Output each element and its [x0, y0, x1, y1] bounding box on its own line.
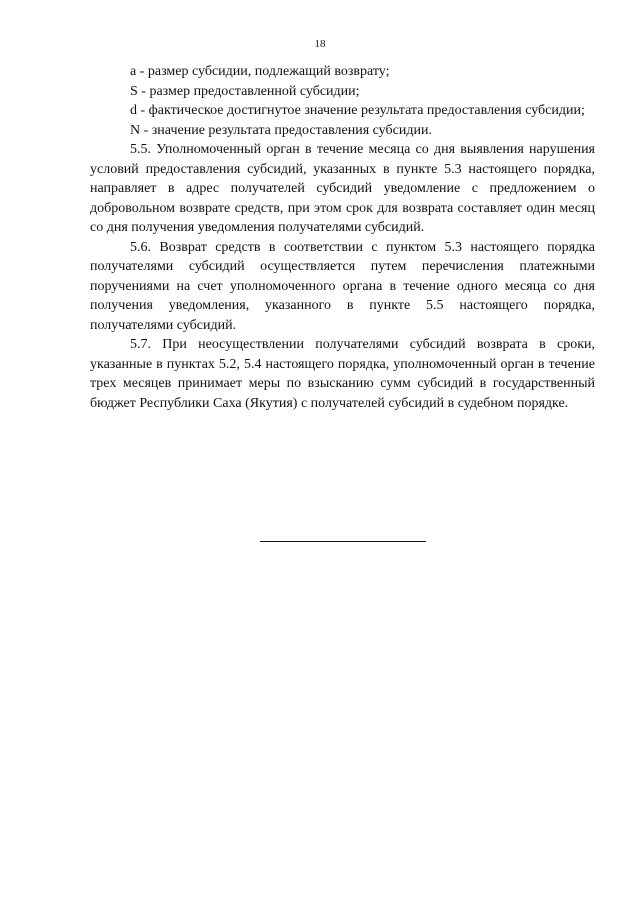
- clause-5-6: 5.6. Возврат средств в соответствии с пунктом 5.3 настоящего порядка получателями субсидий осуществляется путем перечисления платежными поручениями на счет уполномоченного органа в течение одного месяца со дня получения уведомления, указанного в пункте 5.5 настоящего порядка, получателями субсидий.: [90, 239, 595, 333]
- end-of-document-line: [260, 541, 426, 542]
- definition-s: S - размер предоставленной субсидии;: [130, 83, 360, 99]
- document-body: [90, 62, 595, 413]
- page-number: 18: [314, 38, 326, 50]
- definition-a: а - размер субсидии, подлежащий возврату;: [130, 64, 390, 79]
- definition-n: N - значение результата предоставления субсидии.: [130, 122, 432, 138]
- clause-5-7: 5.7. При неосуществлении получателями субсидий возврата в сроки, указанные в пунктах 5.2, 5.4 настоящего порядка, уполномоченный орган в течение трех месяцев принимает меры по взысканию сумм субсидий в государственный бюджет Республики Саха (Якутия) с получателей субсидий в судебном порядке.: [90, 337, 595, 411]
- definition-d: d - фактическое достигнутое значение результата предоставления субсидии;: [130, 103, 585, 118]
- clause-5-5: 5.5. Уполномоченный орган в течение месяца со дня выявления нарушения условий предоставления субсидий, указанных в пункте 5.3 настоящего порядка, направляет в адрес получателей субсидий уведомление с предложением о добровольном возврате средств, при этом срок для возврата составляет один месяц со дня получения уведомления получателями субсидий.: [90, 142, 595, 235]
